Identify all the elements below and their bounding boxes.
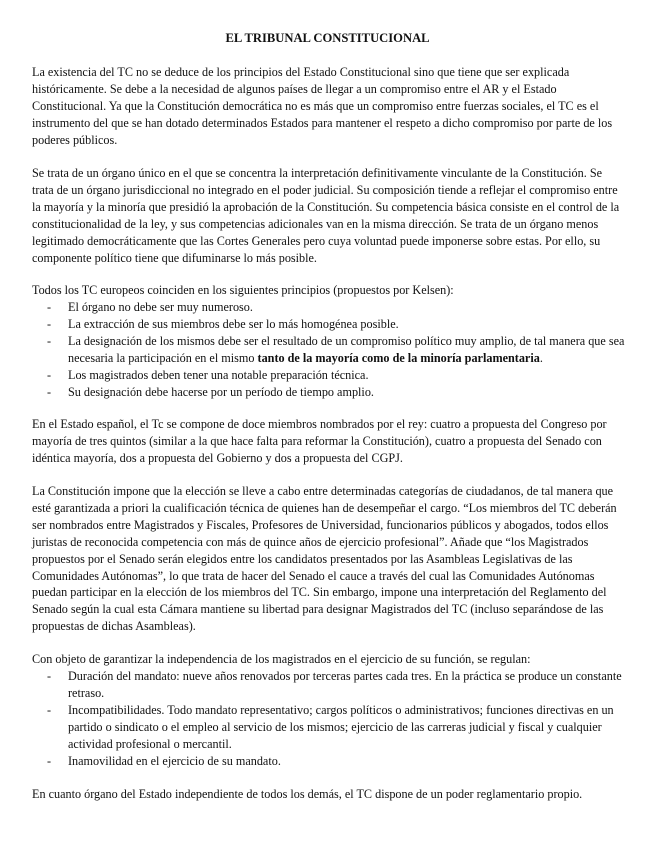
paragraph-principles-intro: Todos los TC europeos coinciden en los siguientes principios (propuestos por Kelsen):	[32, 283, 454, 297]
list-item	[32, 333, 625, 367]
list-item-text: La extracción de sus miembros debe ser lo más homogénea posible.	[68, 316, 399, 331]
paragraph-election: La Constitución impone que la elección se lleve a cabo entre determinadas categorías de ciudadanos, de tal manera que esté garantizada a priori la cualificación técnica de quienes han de desempeñar el cargo. “Los miembros del TC deberán ser nombrados entre Magistrados y Fiscales, Profesores de Universidad, funcionarios públicos y abogados, todos ellos juristas de reconocida competencia con más de quince años de ejercicio profesional”. Añade que “los Magistrados propuestos por el Senado serán elegidos entre los candidatos presentados por las Asambleas Legislativas de las Comunidades Autónomas”, lo que trata de hacer del Senado el cauce a través del cual las Comunidades Autónomas puedan participar en la elección de los miembros del TC. Sin embargo, impone una interpretación del Reglamento del Senado según la cual esta Cámara mantiene su libertad para designar Magistrados del TC (incluso separándose de las propuestas de dichas Asambleas).	[32, 484, 617, 634]
list-item-emphasis: tanto de la mayoría como de la minoría parlamentaria	[257, 350, 540, 365]
list-item	[32, 384, 625, 401]
paragraph-composition: En el Estado español, el Tc se compone de doce miembros nombrados por el rey: cuatro a propuesta del Congreso por mayoría de tres quintos (similar a la que hace falta para reformar la Constitución), cuatro a propuesta del Senado con idéntica mayoría, dos a propuesta del Gobierno y dos a propuesta del CGPJ.	[32, 417, 607, 465]
principles-list	[32, 299, 625, 400]
list-item	[32, 753, 625, 770]
list-item-text: Duración del mandato: nueve años renovados por terceras partes cada tres. En la práctica se produce un constante retraso.	[68, 669, 622, 700]
list-item	[32, 299, 625, 316]
list-item-text: Inamovilidad en el ejercicio de su mandato.	[68, 753, 281, 768]
list-item-text: Su designación debe hacerse por un período de tiempo amplio.	[68, 384, 374, 399]
page-title: EL TRIBUNAL CONSTITUCIONAL	[225, 31, 430, 45]
paragraph-regulatory-power: En cuanto órgano del Estado independiente de todos los demás, el TC dispone de un poder reglamentario propio.	[32, 787, 583, 801]
paragraph-origin: La existencia del TC no se deduce de los principios del Estado Constitucional sino que tiene que ser explicada históricamente. Se debe a la necesidad de algunos países de llegar a un compromiso entre el AR y el Estado Constitucional. Ya que la Constitución democrática no es más que un compromiso entre fuerzas sociales, el TC es el instrumento del que se han dotado determinados Estados para mantener el respeto a dicho compromiso por parte de los poderes públicos.	[32, 65, 613, 147]
paragraph-independence-intro: Con objeto de garantizar la independencia de los magistrados en el ejercicio de su función, se regulan:	[32, 652, 531, 666]
list-item	[32, 702, 625, 753]
list-item	[32, 668, 625, 702]
list-item	[32, 316, 625, 333]
paragraph-nature: Se trata de un órgano único en el que se concentra la interpretación definitivamente vinculante de la Constitución. Se trata de un órgano jurisdiccional no integrado en el poder judicial. Su composición tiende a reflejar el compromiso entre la mayoría y la minoría que presidió la aprobación de la Constitución. Su competencia básica consiste en el control de la constitucionalidad de la ley, y sus competencias adicionales van en la misma dirección. Se trata de un órgano menos legitimado democráticamente que las Cortes Generales pero cuya voluntad puede imponerse sobre estas. Por ello, su componente político tiene que difuminarse lo más posible.	[32, 166, 620, 265]
list-item-text: La designación de los mismos debe ser el resultado de un compromiso político muy amplio, de tal manera que sea necesaria la participación en el mismo	[68, 333, 625, 365]
guarantees-list	[32, 668, 625, 769]
list-item-text: Los magistrados deben tener una notable preparación técnica.	[68, 367, 369, 382]
list-item-text: Incompatibilidades. Todo mandato representativo; cargos políticos o administrativos; funciones directivas en un partido o sindicato o el empleo al servicio de los mismos; ejercicio de las carreras judicial y fiscal y cualquier actividad profesional o mercantil.	[68, 702, 614, 751]
list-item-text: El órgano no debe ser muy numeroso.	[68, 300, 253, 314]
list-item	[32, 367, 625, 384]
list-item-text-end: .	[539, 350, 543, 365]
